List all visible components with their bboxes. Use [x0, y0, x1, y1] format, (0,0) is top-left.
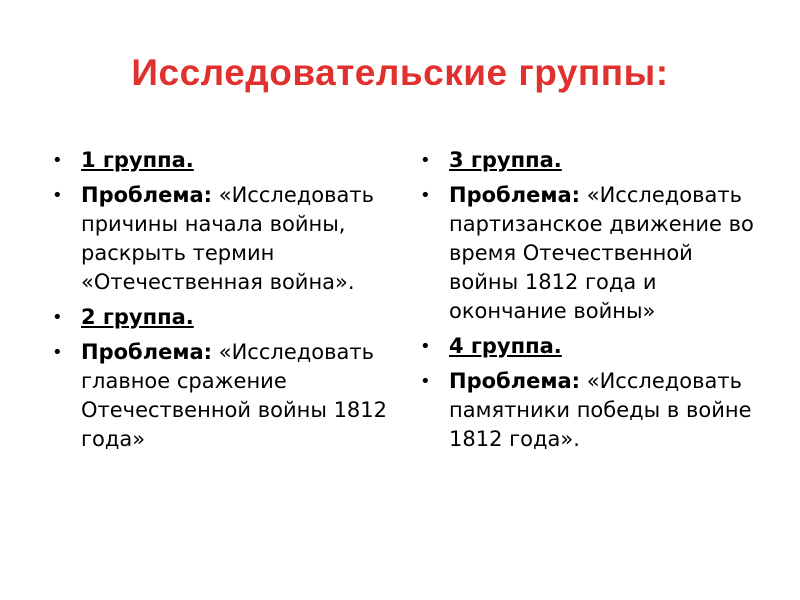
list-item-problem-2 — [50, 338, 390, 454]
list-item-group-3 — [418, 146, 763, 175]
list-item-group-1 — [50, 146, 390, 175]
bullet-icon: • — [420, 371, 431, 392]
bullet-icon: • — [52, 185, 63, 206]
problem-2-text: «Исследовать главное сражение Отечественной войны 1812 года» — [81, 340, 388, 451]
bullet-icon: • — [52, 150, 63, 171]
bullet-icon: • — [52, 342, 63, 363]
bullet-icon: • — [52, 307, 63, 328]
problem-3-text: «Исследовать партизанское движение во время Отечественной войны 1812 года и окончание войны» — [449, 183, 754, 323]
group-4-label: 4 группа. — [449, 334, 562, 358]
problem-1-label: Проблема: — [81, 183, 213, 207]
list-item-problem-1 — [50, 181, 390, 297]
bullet-icon: • — [420, 336, 431, 357]
group-1-label: 1 группа. — [81, 148, 194, 172]
list-item-group-4 — [418, 332, 763, 361]
right-column — [418, 146, 763, 460]
bullet-icon: • — [420, 150, 431, 171]
group-2-label: 2 группа. — [81, 305, 194, 329]
problem-4-label: Проблема: — [449, 369, 581, 393]
group-3-label: 3 группа. — [449, 148, 562, 172]
problem-4-text: «Исследовать памятники победы в войне 1812 года». — [449, 369, 752, 451]
list-item-problem-4 — [418, 367, 763, 454]
list-item-problem-3 — [418, 181, 763, 326]
left-column — [50, 146, 390, 460]
problem-1-text: «Исследовать причины начала войны, раскрыть термин «Отечественная война». — [81, 183, 374, 294]
slide-title: Исследовательские группы: — [131, 52, 669, 93]
list-item-group-2 — [50, 303, 390, 332]
problem-3-label: Проблема: — [449, 183, 581, 207]
bullet-icon: • — [420, 185, 431, 206]
problem-2-label: Проблема: — [81, 340, 213, 364]
